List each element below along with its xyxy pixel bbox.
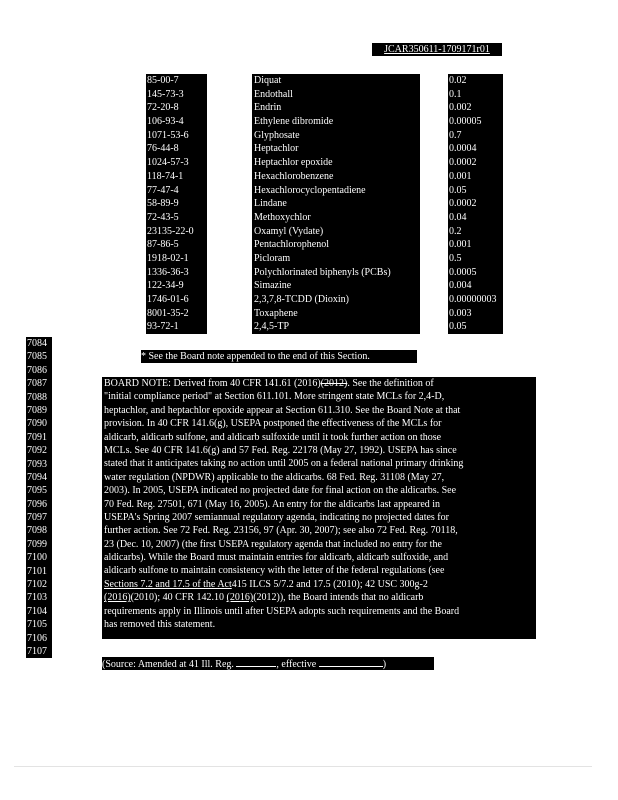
table-row (146, 320, 502, 334)
table-row (146, 293, 502, 307)
contaminant-name: Oxamyl (Vydate) (252, 225, 420, 239)
line-number: 7101 (27, 565, 47, 577)
table-row (146, 156, 502, 170)
table-row (146, 129, 502, 143)
line-number: 7087 (27, 378, 47, 390)
source-note (102, 657, 434, 670)
cas-number: 106-93-4 (146, 115, 207, 129)
line-number: 7103 (27, 592, 47, 604)
mcl-value: 0.5 (448, 252, 503, 266)
source-mid: , effective (276, 659, 317, 670)
cas-number: 76-44-8 (146, 142, 207, 156)
cas-number: 87-86-5 (146, 238, 207, 252)
blank-effective-date (319, 657, 383, 667)
cas-number: 23135-22-0 (146, 225, 207, 239)
board-note-line: further action. See 72 Fed. Reg. 23156, 97 (Apr. 30, 2007); see also 72 Fed. Reg. 70118, (104, 525, 458, 537)
source-suffix: ) (382, 659, 387, 670)
board-note-line: provision. In 40 CFR 141.6(g), USEPA postponed the effectiveness of the MCLs for (104, 418, 442, 430)
cas-number: 1336-36-3 (146, 266, 207, 280)
line-number: 7098 (27, 525, 47, 537)
table-row (146, 238, 502, 252)
table-row (146, 184, 502, 198)
mcl-value: 0.1 (448, 88, 503, 102)
mcl-value: 0.0004 (448, 142, 503, 156)
mcl-value: 0.001 (448, 238, 503, 252)
underlined-text: (2016) (226, 592, 254, 604)
mcl-value: 0.002 (448, 101, 503, 115)
contaminant-name: Lindane (252, 197, 420, 211)
cas-number: 72-43-5 (146, 211, 207, 225)
line-number: 7102 (27, 579, 47, 591)
cas-number: 145-73-3 (146, 88, 207, 102)
board-note-line: water regulation (NPDWR) applicable to the aldicarbs. 68 Fed. Reg. 31108 (May 27, (104, 471, 445, 483)
contaminant-name: Ethylene dibromide (252, 115, 420, 129)
board-note-line: heptachlor, and heptachlor epoxide appear at Section 611.310. See the Board Note at that (104, 404, 461, 416)
document-code: JCAR350611-1709171r01 (372, 43, 502, 56)
mcl-value: 0.00000003 (448, 293, 503, 307)
contaminant-name: Simazine (252, 279, 420, 293)
mcl-value: 0.2 (448, 225, 503, 239)
line-number: 7099 (27, 538, 47, 550)
line-number: 7085 (27, 351, 47, 363)
line-number: 7100 (27, 552, 47, 564)
cas-number: 122-34-9 (146, 279, 207, 293)
mcl-value: 0.0002 (448, 197, 503, 211)
struck-text: (2012) (320, 378, 348, 389)
mcl-value: 0.7 (448, 129, 503, 143)
table-row (146, 74, 502, 88)
board-note-text: 415 ILCS 5/7.2 and 17.5 (2010); 42 USC 300g-2 (231, 578, 428, 590)
board-note-text: (2012)), the Board intends that no aldicarb (253, 592, 424, 604)
line-number: 7096 (27, 498, 47, 510)
mcl-value: 0.004 (448, 279, 503, 293)
line-number: 7088 (27, 391, 47, 403)
board-note-text: (2010); 40 CFR 142.10 (130, 592, 227, 604)
table-row (146, 115, 502, 129)
mcl-value: 0.0002 (448, 156, 503, 170)
source-prefix: (Source: Amended at 41 Ill. Reg. (102, 659, 234, 670)
cas-number: 1746-01-6 (146, 293, 207, 307)
contaminant-name: Heptachlor (252, 142, 420, 156)
line-number: 7086 (27, 364, 47, 376)
line-number: 7084 (27, 338, 47, 349)
line-number: 7105 (27, 619, 47, 631)
board-note-line: 23 (Dec. 10, 2007) (the first USEPA regulatory agenda that included no entry for the (104, 538, 442, 550)
table-row (146, 252, 502, 266)
board-note-text: BOARD NOTE: Derived from 40 CFR 141.61 (2016) (104, 378, 321, 389)
contaminant-name: Endrin (252, 101, 420, 115)
page-bottom-rule (14, 766, 592, 767)
mcl-value: 0.05 (448, 184, 503, 198)
contaminant-name: Glyphosate (252, 129, 420, 143)
board-note-line: MCLs. See 40 CFR 141.6(g) and 57 Fed. Reg. 22178 (May 27, 1992). USEPA has since (104, 444, 457, 456)
line-number: 7106 (27, 632, 47, 644)
cas-number: 77-47-4 (146, 184, 207, 198)
cas-number: 58-89-9 (146, 197, 207, 211)
cas-number: 93-72-1 (146, 320, 207, 334)
contaminant-name: Picloram (252, 252, 420, 266)
contaminant-name: Heptachlor epoxide (252, 156, 420, 170)
mcl-value: 0.00005 (448, 115, 503, 129)
table-row (146, 101, 502, 115)
cas-number: 118-74-1 (146, 170, 207, 184)
table-row (146, 279, 502, 293)
line-number-column (26, 337, 52, 658)
cas-number: 1918-02-1 (146, 252, 207, 266)
underlined-text: (2016) (104, 592, 131, 604)
underlined-text: Sections 7.2 and 17.5 of the Act (104, 578, 232, 590)
contaminant-name: Methoxychlor (252, 211, 420, 225)
footnote: * See the Board note appended to the end of this Section. (141, 350, 417, 363)
contaminant-table (146, 74, 502, 334)
board-note-line: USEPA's Spring 2007 semiannual regulatory agenda, indicating no projected dates for (104, 511, 449, 523)
contaminant-name: Diquat (252, 74, 420, 88)
board-note (102, 377, 536, 639)
line-number: 7091 (27, 431, 47, 443)
board-note-line: aldicarb sulfone to maintain consistency with the letter of the federal regulations (see (104, 565, 445, 577)
board-note-line (102, 591, 536, 604)
contaminant-name: Toxaphene (252, 307, 420, 321)
board-note-text: . See the definition of (347, 378, 434, 389)
line-number: 7107 (27, 645, 47, 657)
contaminant-name: Pentachlorophenol (252, 238, 420, 252)
contaminant-name: Endothall (252, 88, 420, 102)
mcl-value: 0.05 (448, 320, 503, 334)
mcl-value: 0.0005 (448, 266, 503, 280)
board-note-line: has removed this statement. (104, 619, 216, 631)
line-number: 7104 (27, 605, 47, 617)
line-number: 7089 (27, 404, 47, 416)
table-row (146, 142, 502, 156)
cas-number: 1024-57-3 (146, 156, 207, 170)
board-note-line: aldicarbs). While the Board must maintain entries for aldicarb, aldicarb sulfoxide, and (104, 552, 449, 564)
contaminant-name: Hexachlorocyclopentadiene (252, 184, 420, 198)
line-number: 7097 (27, 512, 47, 524)
line-number: 7094 (27, 471, 47, 483)
line-number: 7095 (27, 485, 47, 497)
board-note-line: aldicarb, aldicarb sulfone, and aldicarb sulfoxide until it took further action on those (104, 431, 442, 443)
board-note-line: "initial compliance period" at Section 611.101. More stringent state MCLs for 2,4-D, (104, 391, 445, 403)
table-row (146, 307, 502, 321)
line-number: 7093 (27, 458, 47, 470)
board-note-line: requirements apply in Illinois until after USEPA adopts such requirements and the Board (104, 605, 460, 617)
line-number: 7090 (27, 418, 47, 430)
contaminant-name: Polychlorinated biphenyls (PCBs) (252, 266, 420, 280)
board-note-line: 70 Fed. Reg. 27501, 671 (May 16, 2005). An entry for the aldicarbs last appeared in (104, 498, 441, 510)
mcl-value: 0.04 (448, 211, 503, 225)
mcl-value: 0.001 (448, 170, 503, 184)
cas-number: 1071-53-6 (146, 129, 207, 143)
board-note-line (102, 377, 536, 390)
line-number: 7092 (27, 445, 47, 457)
contaminant-name: 2,3,7,8-TCDD (Dioxin) (252, 293, 420, 307)
table-row (146, 197, 502, 211)
contaminant-name: Hexachlorobenzene (252, 170, 420, 184)
board-note-line (102, 578, 536, 591)
table-row (146, 170, 502, 184)
table-row (146, 88, 502, 102)
cas-number: 72-20-8 (146, 101, 207, 115)
table-row (146, 211, 502, 225)
cas-number: 8001-35-2 (146, 307, 207, 321)
cas-number: 85-00-7 (146, 74, 207, 88)
board-note-line: stated that it anticipates taking no action until 2005 on a federal national primary drinking (104, 458, 464, 470)
blank-register-number (236, 657, 276, 667)
contaminant-name: 2,4,5-TP (252, 320, 420, 334)
table-row (146, 225, 502, 239)
table-row (146, 266, 502, 280)
mcl-value: 0.02 (448, 74, 503, 88)
mcl-value: 0.003 (448, 307, 503, 321)
board-note-line: 2003). In 2005, USEPA indicated no projected date for final action on the aldicarbs. See (104, 485, 457, 497)
